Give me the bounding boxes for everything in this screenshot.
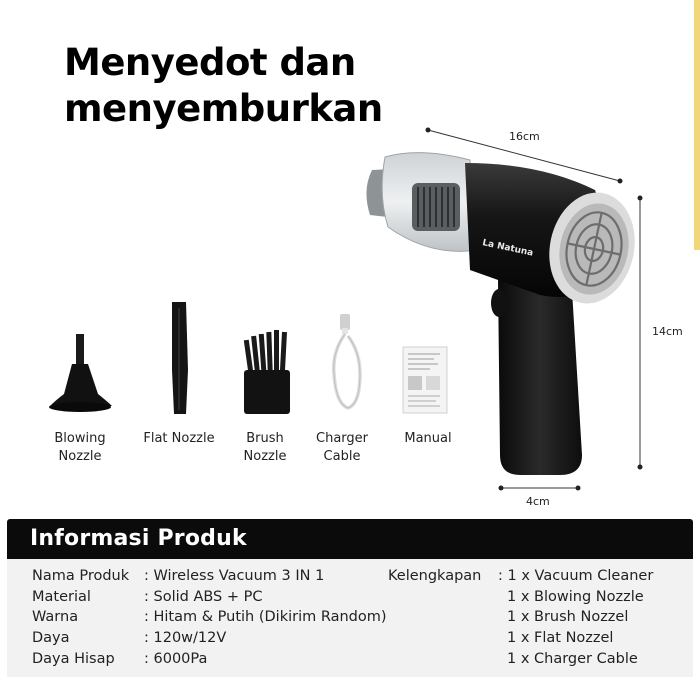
brand-logo-text: La Natuna (481, 238, 535, 259)
info-title: Informasi Produk (30, 526, 247, 551)
spec-label-daya: Daya (32, 630, 70, 646)
headline-line-1: Menyedot dan (64, 41, 356, 84)
flat-nozzle-image (166, 300, 194, 418)
brush-nozzle-image (240, 326, 296, 418)
kelengkapan-item: 1 x Brush Nozzel (507, 609, 629, 625)
kelengkapan-label: Kelengkapan (388, 568, 482, 584)
spec-label-nama-produk: Nama Produk (32, 568, 130, 584)
spec-value-warna: : Hitam & Putih (Dikirim Random) (144, 609, 387, 625)
dimension-width-label: 4cm (526, 495, 550, 508)
spec-value-material: : Solid ABS + PC (144, 589, 263, 605)
spec-value-daya: : 120w/12V (144, 630, 227, 646)
kelengkapan-item: 1 x Charger Cable (507, 651, 638, 667)
accessory-label-charger-cable: Charger Cable (316, 431, 368, 464)
kelengkapan-item: 1 x Blowing Nozzle (507, 589, 644, 605)
accessory-label-manual: Manual (404, 431, 452, 446)
headline-line-2: menyemburkan (64, 87, 383, 130)
dimension-height-label: 14cm (652, 325, 683, 338)
spec-value-daya-hisap: : 6000Pa (144, 651, 208, 667)
blowing-nozzle-image (48, 330, 114, 416)
spec-label-material: Material (32, 589, 91, 605)
spec-label-warna: Warna (32, 609, 79, 625)
dimension-length-label: 16cm (509, 130, 540, 143)
charger-cable-image (326, 312, 368, 414)
accessory-label-flat-nozzle: Flat Nozzle (143, 431, 215, 446)
spec-value-nama-produk: : Wireless Vacuum 3 IN 1 (144, 568, 325, 584)
kelengkapan-item: : 1 x Vacuum Cleaner (498, 568, 654, 584)
kelengkapan-item: 1 x Flat Nozzel (507, 630, 614, 646)
manual-image (400, 344, 450, 416)
spec-label-daya-hisap: Daya Hisap (32, 651, 115, 667)
accessory-label-brush-nozzle: Brush Nozzle (243, 431, 287, 464)
accessory-label-blowing-nozzle: Blowing Nozzle (54, 431, 106, 464)
